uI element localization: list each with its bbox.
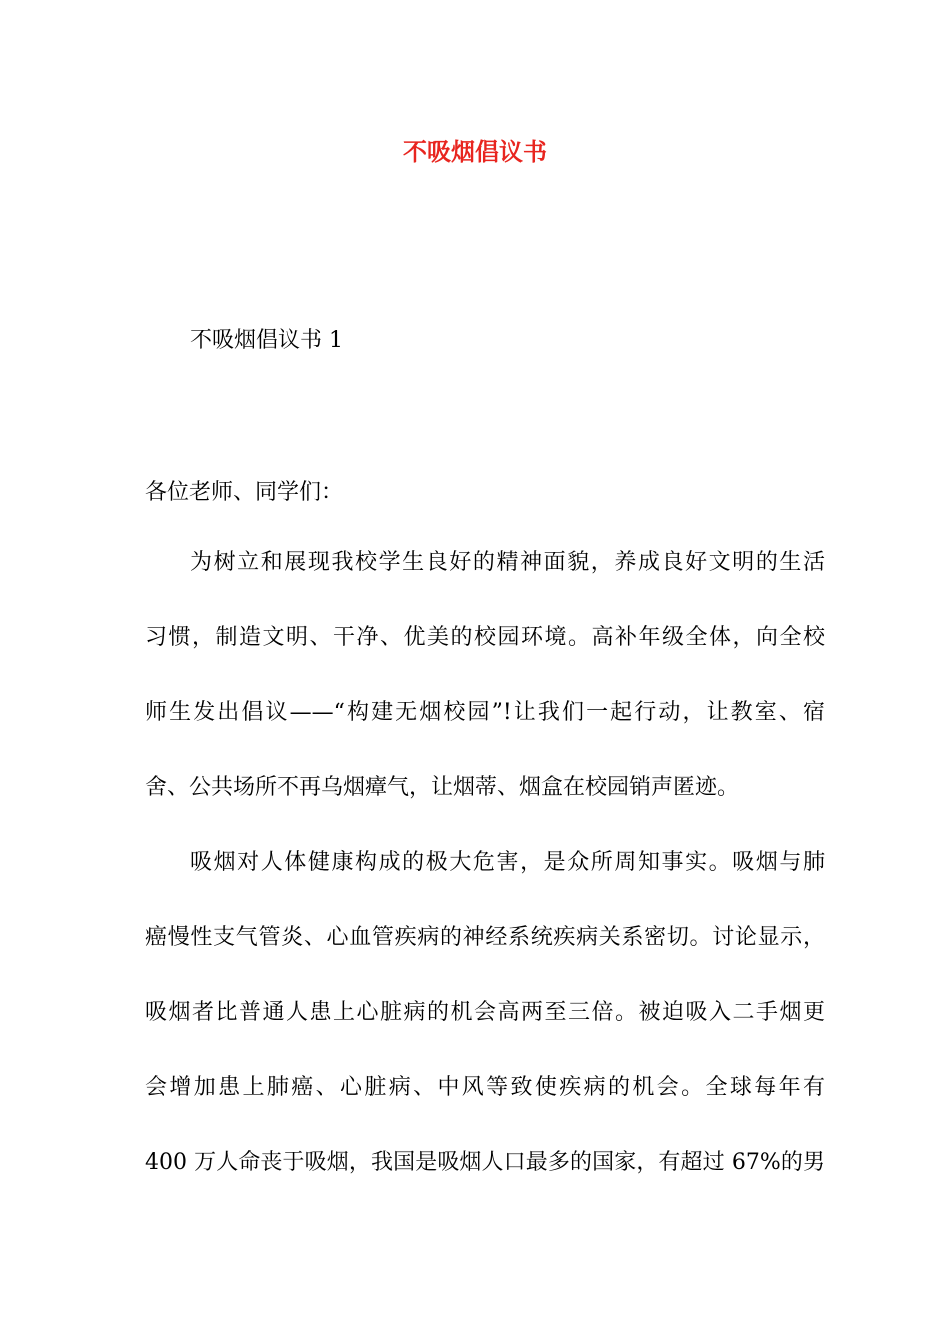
paragraph-1 xyxy=(145,548,825,848)
paragraph-line: 吸烟对人体健康构成的极大危害，是众所周知事实。吸烟与肺 xyxy=(190,850,825,875)
paragraph-line: 舍、公共场所不再乌烟瘴气，让烟蒂、烟盒在校园销声匿迹。 xyxy=(145,775,740,800)
paragraph-line: 400 万人命丧于吸烟，我国是吸烟人口最多的国家，有超过 67%的男 xyxy=(145,1150,825,1175)
paragraph-line: 吸烟者比普通人患上心脏病的机会高两至三倍。被迫吸入二手烟更 xyxy=(145,1000,825,1025)
salutation: 各位老师、同学们： xyxy=(145,480,344,505)
paragraph-line: 师生发出倡议——“构建无烟校园”!让我们一起行动，让教室、宿 xyxy=(145,700,825,725)
paragraph-line: 癌慢性支气管炎、心血管疾病的神经系统疾病关系密切。讨论显示， xyxy=(145,925,825,950)
section-heading: 不吸烟倡议书 1 xyxy=(190,328,343,353)
paragraph-line: 为树立和展现我校学生良好的精神面貌，养成良好文明的生活 xyxy=(190,550,825,575)
paragraph-2 xyxy=(145,848,825,1223)
document-title: 不吸烟倡议书 xyxy=(403,138,547,166)
paragraph-line: 会增加患上肺癌、心脏病、中风等致使疾病的机会。全球每年有 xyxy=(145,1075,825,1100)
paragraph-line: 习惯，制造文明、干净、优美的校园环境。高补年级全体，向全校 xyxy=(145,625,825,650)
